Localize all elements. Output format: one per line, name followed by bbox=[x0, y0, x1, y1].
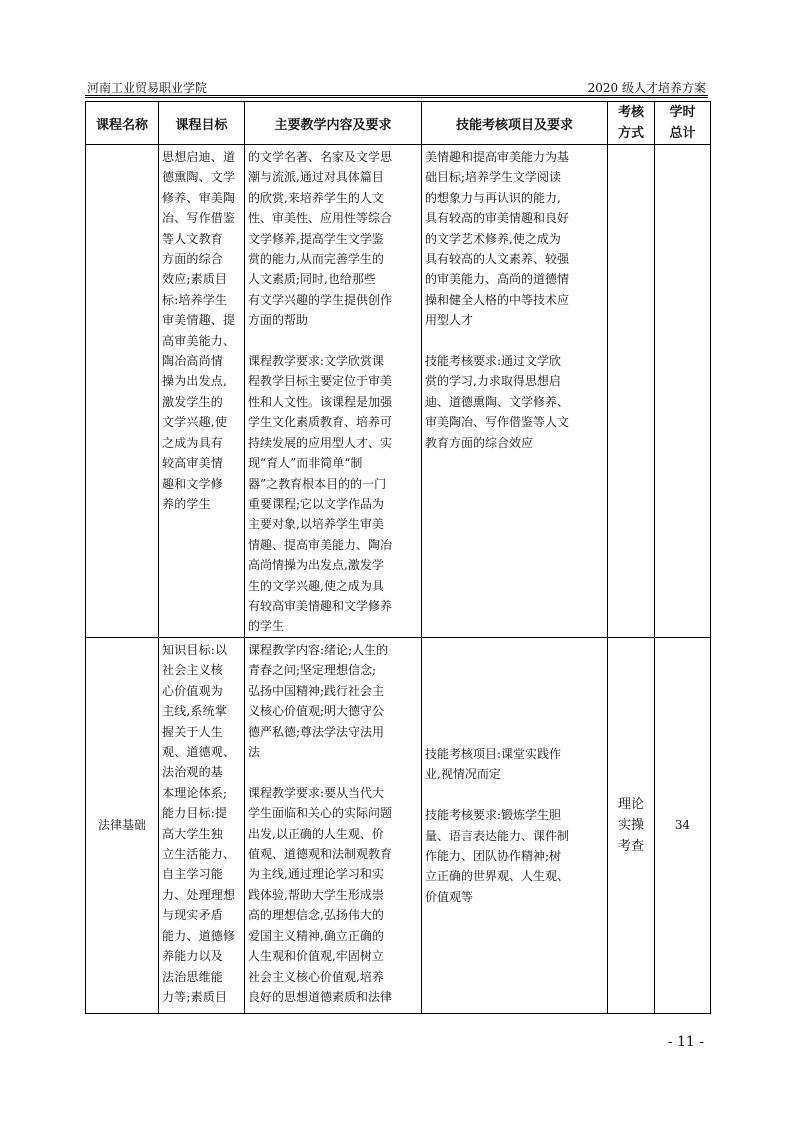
header-rule bbox=[85, 95, 708, 98]
skills-cell: 技能考核项目:课堂实践作 业,视情况而定 技能考核要求:锻炼学生胆 量、语言表达能力、课件制 作能力、团队协作精神;树 立正确的世界观、人生观、 价值观等 bbox=[422, 638, 608, 1014]
content-cell: 课程教学内容:绪论;人生的 青春之问;坚定理想信念; 弘扬中国精神;践行社会主 义核心价值观;明大德守公 德严私德;尊法学法守法用 法 课程教学要求:要从当代大 学生面临和关心的实际问题 出发,以正确的人生观、价 值观、道德观和法制观教育 为主线,通过理论学习和实 践体验,帮助大学生形成崇 高的理想信念,弘扬伟大的 爱国主义精神,确立正确的 人生观和价值观,牢固树立 社会主义核心价值观,培养 良好的思想道德素质和法律 bbox=[245, 638, 422, 1014]
col-header-skills: 技能考核项目及要求 bbox=[422, 102, 608, 145]
method-cell: 理论 实操 考查 bbox=[608, 638, 655, 1014]
col-header-content: 主要教学内容及要求 bbox=[245, 102, 422, 145]
col-header-hours: 学时 总计 bbox=[655, 102, 711, 145]
course-name-cell: 法律基础 bbox=[86, 638, 159, 1014]
table-row bbox=[86, 638, 711, 1014]
header-school-name: 河南工业贸易职业学院 bbox=[87, 81, 208, 95]
skills-cell: 美情趣和提高审美能力为基 础目标;培养学生文学阅读 的想象力与再认识的能力, 具有较高的审美情趣和良好 的文学艺术修养,使之成为 具有较高的人文素养、较强 的审美能力、高尚的道德情 操和健全人格的中等技术应 用型人才 技能考核要求:通过文学欣 赏的学习,力求取得思想启 迪、道德熏陶、文学修养、 审美陶冶、写作借鉴等人文 教育方面的综合效应 bbox=[422, 145, 608, 638]
curriculum-table bbox=[85, 101, 711, 1014]
hours-cell bbox=[655, 145, 711, 638]
col-header-method: 考核 方式 bbox=[608, 102, 655, 145]
header-document-title: 2020 级人才培养方案 bbox=[587, 81, 706, 95]
hours-cell: 34 bbox=[655, 638, 711, 1014]
page-number: - 11 - bbox=[667, 1034, 704, 1050]
course-goal-cell: 思想启迪、道 德熏陶、文学 修养、审美陶 冶、写作借鉴 等人文教育 方面的综合 效应;素质目 标:培养学生 审美情趣、提 高审美能力、 陶冶高尚情 操为出发点, 激发学生的 文学兴趣,使 之成为具有 较高审美情 趣和文学修 养的学生 bbox=[159, 145, 245, 638]
col-header-course-goal: 课程目标 bbox=[159, 102, 245, 145]
method-cell bbox=[608, 145, 655, 638]
table-row bbox=[86, 145, 711, 638]
table-header-row bbox=[86, 102, 711, 145]
col-header-course-name: 课程名称 bbox=[86, 102, 159, 145]
course-goal-cell: 知识目标:以 社会主义核 心价值观为 主线,系统掌 握关于人生 观、道德观、 法治观的基 本理论体系; 能力目标:提 高大学生独 立生活能力、 自主学习能 力、处理理想 与现实矛盾 能力、道德修 养能力以及 法治思维能 力等;素质目 bbox=[159, 638, 245, 1014]
course-name-cell bbox=[86, 145, 159, 638]
content-cell: 的文学名著、名家及文学思 潮与流派,通过对具体篇目 的欣赏,来培养学生的人文 性、审美性、应用性等综合 文学修养,提高学生文学鉴 赏的能力,从而完善学生的 人文素质;同时,也给那些 有文学兴趣的学生提供创作 方面的帮助 课程教学要求:文学欣赏课 程教学目标主要定位于审美 性和人文性。该课程是加强 学生文化素质教育、培养可 持续发展的应用型人才、实 现“育人”而非简单“制 器”之教育根本目的的一门 重要课程;它以文学作品为 主要对象,以培养学生审美 情趣、提高审美能力、陶冶 高尚情操为出发点,激发学 生的文学兴趣,使之成为具 有较高审美情趣和文学修养 的学生 bbox=[245, 145, 422, 638]
